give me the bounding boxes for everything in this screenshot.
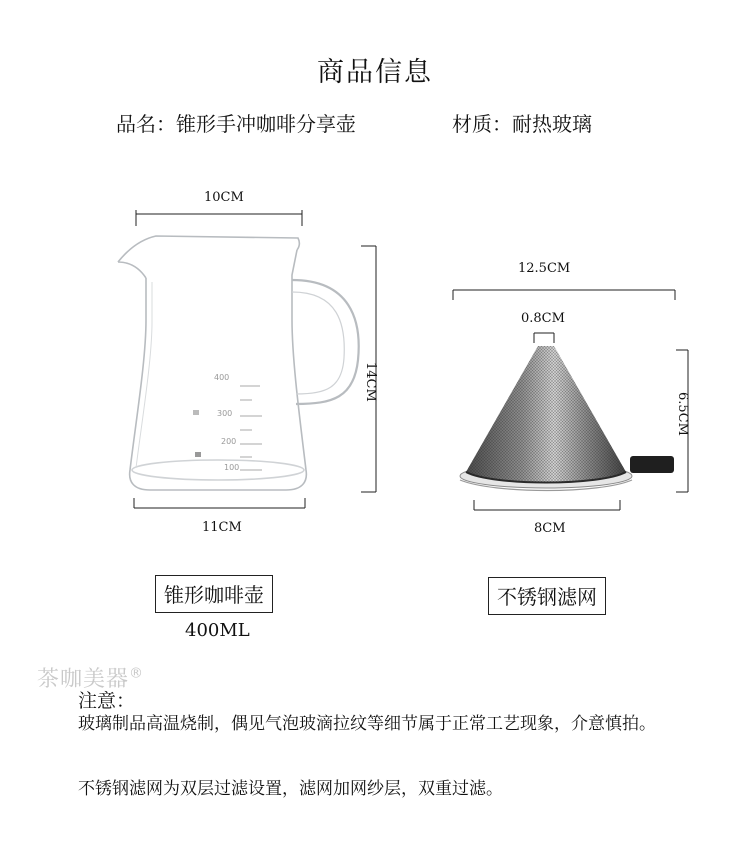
filter-name-label: 不锈钢滤网 [488,577,606,615]
pot-height-dim-label: 14CM [363,362,378,402]
filter-top-dimension [453,290,675,300]
filter-tip-dimension [534,333,554,343]
pot-scale-label-300: 300 [217,409,233,418]
filter-tip-dim-label: 0.8CM [521,311,565,326]
material-label: 材质：耐热玻璃 [452,112,592,136]
pot-name-label: 锥形咖啡壶 [155,575,273,613]
filter-bottom-dimension [474,500,620,510]
pot-scale [193,386,262,470]
filter-bottom-dim-label: 8CM [534,521,566,536]
stainless-filter-drawing [460,346,674,491]
watermark-text: 茶咖美器 [37,667,130,692]
note-line-1: 玻璃制品高温烧制，偶见气泡玻滴拉纹等细节属于正常工艺现象，介意慎拍。 [78,714,656,734]
pot-scale-label-100: 100 [224,463,240,472]
pot-capacity: 400ML [185,620,250,641]
pot-scale-label-400: 400 [214,373,230,382]
filter-top-dim-label: 12.5CM [518,261,571,276]
page-title: 商品信息 [317,57,433,88]
pot-scale-label-200: 200 [221,437,237,446]
note-line-2: 不锈钢滤网为双层过滤设置，滤网加网纱层，双重过滤。 [78,779,503,799]
pot-top-dimension [136,210,302,226]
filter-height-dim-label: 6.5CM [675,392,690,436]
notes-title: 注意： [78,690,136,712]
pot-top-dim-label: 10CM [204,190,244,205]
registered-mark: ® [129,665,145,682]
glass-pot-drawing [118,236,359,490]
product-name-label: 品名：锥形手冲咖啡分享壶 [116,112,356,136]
pot-bottom-dimension [134,498,305,508]
pot-bottom-dim-label: 11CM [202,520,242,535]
